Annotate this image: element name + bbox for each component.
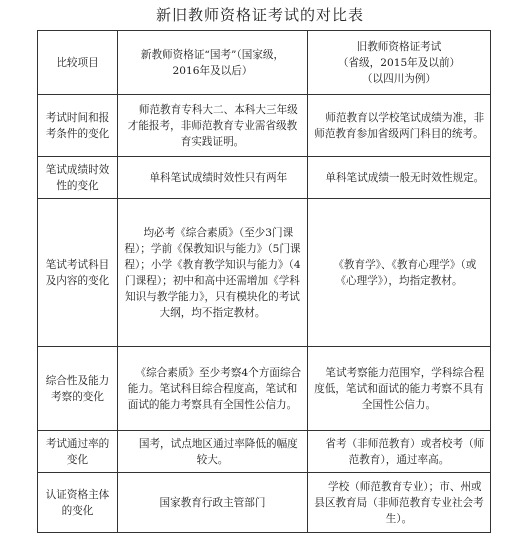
row-old-value: 《教育学》、《教育心理学》（或《心理学》），均指定教材。 bbox=[308, 199, 491, 347]
table-row bbox=[38, 431, 491, 473]
header-new bbox=[118, 31, 308, 95]
header-item: 比较项目 bbox=[38, 31, 118, 95]
header-old bbox=[308, 31, 491, 95]
table-row bbox=[38, 347, 491, 431]
row-new-value: 国家教育行政主管部门 bbox=[118, 473, 308, 533]
row-new-value: 师范教育专科大二、本科大三年级才能报考，非师范教育专业需省级教育实践证明。 bbox=[118, 95, 308, 157]
row-item: 笔试成绩时效性的变化 bbox=[38, 157, 118, 199]
comparison-table bbox=[37, 30, 491, 533]
table-row bbox=[38, 473, 491, 533]
header-old-line2: （省级，2015年及以前） bbox=[337, 56, 461, 69]
row-item: 笔试考试科目及内容的变化 bbox=[38, 199, 118, 347]
table-row bbox=[38, 157, 491, 199]
row-old-value: 师范教育以学校笔试成绩为准，非师范教育参加省级两门科目的统考。 bbox=[308, 95, 491, 157]
header-old-line1: 旧教师资格证考试 bbox=[356, 40, 442, 53]
row-new-value: 《综合素质》至少考察4个方面综合能力。笔试科目综合程度高，笔试和面试的能力考察具有全国性公信力。 bbox=[118, 347, 308, 431]
row-old-value: 省考（非师范教育）或者校考（师范教育），通过率高。 bbox=[308, 431, 491, 473]
header-old-line3: （以四川为例） bbox=[361, 72, 437, 85]
table-row bbox=[38, 199, 491, 347]
row-item: 认证资格主体的变化 bbox=[38, 473, 118, 533]
row-old-value: 学校（师范教育专业）；市、州或县区教育局（非师范教育专业社会考生）。 bbox=[308, 473, 491, 533]
row-item: 考试通过率的变化 bbox=[38, 431, 118, 473]
row-new-value: 国考，试点地区通过率降低的幅度较大。 bbox=[118, 431, 308, 473]
row-item: 综合性及能力考察的变化 bbox=[38, 347, 118, 431]
row-old-value: 单科笔试成绩一般无时效性规定。 bbox=[308, 157, 491, 199]
row-new-value: 单科笔试成绩时效性只有两年 bbox=[118, 157, 308, 199]
page-title: 新旧教师资格证考试的对比表 bbox=[155, 6, 364, 24]
header-new-line2: 2016年及以后） bbox=[172, 64, 253, 77]
row-new-value: 均必考《综合素质》（至少3门课程）；学前《保教知识与能力》（5门课程）；小学《教育教学知识与能力》（4门课程）；初中和高中还需增加《学科知识与教学能力》，只有模块化的考试大纲，均不指定教材。 bbox=[118, 199, 308, 347]
table-row bbox=[38, 95, 491, 157]
row-old-value: 笔试考察能力范围窄，学科综合程度低，笔试和面试的能力考察不具有全国性公信力。 bbox=[308, 347, 491, 431]
header-new-line1: 新教师资格证“国考”（国家级， bbox=[140, 48, 285, 61]
row-item: 考试时间和报考条件的变化 bbox=[38, 95, 118, 157]
table-header-row bbox=[38, 31, 491, 95]
